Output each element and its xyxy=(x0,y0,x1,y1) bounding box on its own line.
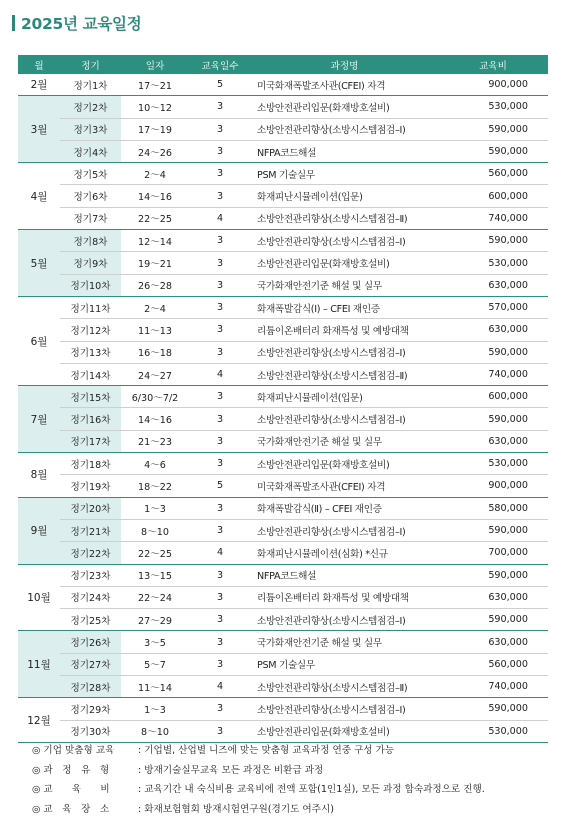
month-cell: 10월 xyxy=(18,564,60,631)
fee-cell: 560,000 xyxy=(438,653,548,675)
course-cell: 소방안전관리향상(소방시스템점검–Ⅱ) xyxy=(251,207,438,229)
term-cell: 정기23차 xyxy=(60,564,121,586)
course-cell: 화재피난시뮬레이션(입문) xyxy=(251,386,438,408)
days-cell: 3 xyxy=(189,274,251,296)
course-cell: 소방안전관리향상(소방시스템점검–Ⅰ) xyxy=(251,118,438,140)
fee-cell: 530,000 xyxy=(438,252,548,274)
table-row xyxy=(18,609,548,631)
days-cell: 3 xyxy=(189,586,251,608)
course-cell: PSM 기술실무 xyxy=(251,653,438,675)
dates-cell: 1～3 xyxy=(121,698,189,720)
month-cell: 6월 xyxy=(18,296,60,385)
dates-cell: 4～6 xyxy=(121,453,189,475)
days-cell: 3 xyxy=(189,319,251,341)
course-cell: NFPA코드해설 xyxy=(251,564,438,586)
dates-cell: 11～13 xyxy=(121,319,189,341)
table-row xyxy=(18,296,548,318)
table-row xyxy=(18,542,548,564)
dates-cell: 11～14 xyxy=(121,676,189,698)
note-label: ◎ 과 정 유 형 xyxy=(32,764,110,776)
course-cell: NFPA코드해설 xyxy=(251,140,438,162)
fee-cell: 900,000 xyxy=(438,74,548,96)
term-cell: 정기8차 xyxy=(60,230,121,252)
fee-cell: 630,000 xyxy=(438,274,548,296)
days-cell: 4 xyxy=(189,542,251,564)
course-cell: 리튬이온배터리 화재특성 및 예방대책 xyxy=(251,319,438,341)
table-row xyxy=(18,631,548,653)
page-title: 2025년 교육일정 xyxy=(21,15,142,33)
days-cell: 3 xyxy=(189,609,251,631)
notes-section xyxy=(32,741,485,819)
table-row xyxy=(18,564,548,586)
course-cell: 소방안전관리향상(소방시스템점검–Ⅰ) xyxy=(251,230,438,252)
schedule-table xyxy=(18,55,548,743)
term-cell: 정기20차 xyxy=(60,497,121,519)
table-row xyxy=(18,341,548,363)
dates-cell: 5～7 xyxy=(121,653,189,675)
fee-cell: 600,000 xyxy=(438,185,548,207)
note-location xyxy=(32,800,485,820)
dates-cell: 10～12 xyxy=(121,96,189,118)
term-cell: 정기26차 xyxy=(60,631,121,653)
month-cell: 9월 xyxy=(18,497,60,564)
table-row xyxy=(18,676,548,698)
days-cell: 3 xyxy=(189,430,251,452)
days-cell: 3 xyxy=(189,341,251,363)
fee-cell: 590,000 xyxy=(438,698,548,720)
note-text: : 방재기술실무교육 모든 과정은 비환급 과정 xyxy=(138,764,324,776)
term-cell: 정기27차 xyxy=(60,653,121,675)
note-label: ◎ 교 육 비 xyxy=(32,784,110,796)
note-custom-training xyxy=(32,741,485,761)
table-row xyxy=(18,586,548,608)
dates-cell: 1～3 xyxy=(121,497,189,519)
fee-cell: 590,000 xyxy=(438,140,548,162)
term-cell: 정기2차 xyxy=(60,96,121,118)
term-cell: 정기14차 xyxy=(60,363,121,385)
header-month: 월 xyxy=(18,55,60,74)
header-fee: 교육비 xyxy=(438,55,548,74)
table-row xyxy=(18,252,548,274)
note-text: : 기업별, 산업별 니즈에 맞는 맞춤형 교육과정 연중 구성 가능 xyxy=(138,745,395,756)
term-cell: 정기10차 xyxy=(60,274,121,296)
note-course-type xyxy=(32,761,485,781)
fee-cell: 590,000 xyxy=(438,519,548,541)
days-cell: 3 xyxy=(189,96,251,118)
fee-cell: 560,000 xyxy=(438,163,548,185)
dates-cell: 14～16 xyxy=(121,408,189,430)
days-cell: 5 xyxy=(189,475,251,497)
term-cell: 정기25차 xyxy=(60,609,121,631)
note-text: : 교육기간 내 숙식비용 교육비에 전액 포함(1인1실), 모든 과정 합숙과정으로 진행. xyxy=(138,784,485,796)
term-cell: 정기6차 xyxy=(60,185,121,207)
term-cell: 정기17차 xyxy=(60,430,121,452)
fee-cell: 590,000 xyxy=(438,230,548,252)
month-cell: 4월 xyxy=(18,163,60,230)
month-cell: 8월 xyxy=(18,453,60,498)
table-header-row xyxy=(18,55,548,74)
fee-cell: 590,000 xyxy=(438,609,548,631)
dates-cell: 12～14 xyxy=(121,230,189,252)
note-label: ◎ 기업 맞춤형 교육 xyxy=(32,745,115,756)
term-cell: 정기4차 xyxy=(60,140,121,162)
term-cell: 정기29차 xyxy=(60,698,121,720)
dates-cell: 26～28 xyxy=(121,274,189,296)
month-cell: 2월 xyxy=(18,74,60,96)
course-cell: PSM 기술실무 xyxy=(251,163,438,185)
dates-cell: 8～10 xyxy=(121,720,189,742)
table-row xyxy=(18,698,548,720)
dates-cell: 16～18 xyxy=(121,341,189,363)
dates-cell: 22～25 xyxy=(121,207,189,229)
month-cell: 3월 xyxy=(18,96,60,163)
dates-cell: 21～23 xyxy=(121,430,189,452)
term-cell: 정기7차 xyxy=(60,207,121,229)
table-row xyxy=(18,386,548,408)
fee-cell: 740,000 xyxy=(438,207,548,229)
title-block xyxy=(12,13,141,33)
table-body xyxy=(18,74,548,742)
course-cell: 소방안전관리입문(화재방호설비) xyxy=(251,453,438,475)
term-cell: 정기5차 xyxy=(60,163,121,185)
course-cell: 국가화재안전기준 해설 및 실무 xyxy=(251,274,438,296)
table-row xyxy=(18,519,548,541)
days-cell: 4 xyxy=(189,207,251,229)
header-term: 정기 xyxy=(60,55,121,74)
fee-cell: 530,000 xyxy=(438,453,548,475)
table-row xyxy=(18,453,548,475)
term-cell: 정기24차 xyxy=(60,586,121,608)
course-cell: 미국화재폭발조사관(CFEI) 자격 xyxy=(251,74,438,96)
days-cell: 3 xyxy=(189,497,251,519)
fee-cell: 590,000 xyxy=(438,408,548,430)
course-cell: 소방안전관리향상(소방시스템점검–Ⅱ) xyxy=(251,676,438,698)
days-cell: 3 xyxy=(189,453,251,475)
days-cell: 3 xyxy=(189,653,251,675)
days-cell: 3 xyxy=(189,519,251,541)
fee-cell: 530,000 xyxy=(438,720,548,742)
table-row xyxy=(18,207,548,229)
month-cell: 7월 xyxy=(18,386,60,453)
course-cell: 소방안전관리입문(화재방호설비) xyxy=(251,252,438,274)
table-row xyxy=(18,363,548,385)
dates-cell: 13～15 xyxy=(121,564,189,586)
month-cell: 11월 xyxy=(18,631,60,698)
term-cell: 정기19차 xyxy=(60,475,121,497)
days-cell: 5 xyxy=(189,74,251,96)
term-cell: 정기12차 xyxy=(60,319,121,341)
course-cell: 화재피난시뮬레이션(심화) *신규 xyxy=(251,542,438,564)
course-cell: 국가화재안전기준 해설 및 실무 xyxy=(251,430,438,452)
term-cell: 정기9차 xyxy=(60,252,121,274)
dates-cell: 17～19 xyxy=(121,118,189,140)
days-cell: 3 xyxy=(189,252,251,274)
term-cell: 정기28차 xyxy=(60,676,121,698)
dates-cell: 14～16 xyxy=(121,185,189,207)
table-row xyxy=(18,653,548,675)
dates-cell: 24～27 xyxy=(121,363,189,385)
course-cell: 화재폭발감식(Ⅱ) – CFEI 재인증 xyxy=(251,497,438,519)
table-row xyxy=(18,430,548,452)
term-cell: 정기3차 xyxy=(60,118,121,140)
days-cell: 3 xyxy=(189,720,251,742)
fee-cell: 630,000 xyxy=(438,319,548,341)
fee-cell: 580,000 xyxy=(438,497,548,519)
month-cell: 12월 xyxy=(18,698,60,743)
days-cell: 3 xyxy=(189,631,251,653)
dates-cell: 18～22 xyxy=(121,475,189,497)
term-cell: 정기11차 xyxy=(60,296,121,318)
days-cell: 4 xyxy=(189,363,251,385)
term-cell: 정기22차 xyxy=(60,542,121,564)
table-row xyxy=(18,497,548,519)
course-cell: 소방안전관리향상(소방시스템점검–Ⅰ) xyxy=(251,609,438,631)
fee-cell: 700,000 xyxy=(438,542,548,564)
term-cell: 정기16차 xyxy=(60,408,121,430)
header-dates: 일자 xyxy=(121,55,189,74)
table-row xyxy=(18,118,548,140)
term-cell: 정기13차 xyxy=(60,341,121,363)
header-days: 교육일수 xyxy=(189,55,251,74)
days-cell: 4 xyxy=(189,676,251,698)
header-course: 과정명 xyxy=(251,55,438,74)
course-cell: 소방안전관리향상(소방시스템점검–Ⅰ) xyxy=(251,408,438,430)
note-text: : 화재보험협회 방재시험연구원(경기도 여주시) xyxy=(138,803,334,815)
term-cell: 정기30차 xyxy=(60,720,121,742)
course-cell: 소방안전관리향상(소방시스템점검–Ⅱ) xyxy=(251,363,438,385)
table-row xyxy=(18,230,548,252)
term-cell: 정기21차 xyxy=(60,519,121,541)
table-row xyxy=(18,140,548,162)
table-row xyxy=(18,74,548,96)
table-row xyxy=(18,96,548,118)
course-cell: 소방안전관리향상(소방시스템점검–Ⅰ) xyxy=(251,341,438,363)
course-cell: 소방안전관리입문(화재방호설비) xyxy=(251,720,438,742)
fee-cell: 590,000 xyxy=(438,341,548,363)
course-cell: 리튬이온배터리 화재특성 및 예방대책 xyxy=(251,586,438,608)
days-cell: 3 xyxy=(189,185,251,207)
note-tuition xyxy=(32,780,485,800)
dates-cell: 6/30～7/2 xyxy=(121,386,189,408)
dates-cell: 22～24 xyxy=(121,586,189,608)
days-cell: 3 xyxy=(189,564,251,586)
fee-cell: 530,000 xyxy=(438,96,548,118)
table-row xyxy=(18,319,548,341)
days-cell: 3 xyxy=(189,386,251,408)
dates-cell: 8～10 xyxy=(121,519,189,541)
table-row xyxy=(18,408,548,430)
course-cell: 화재피난시뮬레이션(입문) xyxy=(251,185,438,207)
course-cell: 소방안전관리입문(화재방호설비) xyxy=(251,96,438,118)
fee-cell: 740,000 xyxy=(438,676,548,698)
course-cell: 국가화재안전기준 해설 및 실무 xyxy=(251,631,438,653)
title-accent-bar xyxy=(12,15,15,31)
days-cell: 3 xyxy=(189,296,251,318)
course-cell: 화재폭발감식(Ⅰ) – CFEI 재인증 xyxy=(251,296,438,318)
term-cell: 정기1차 xyxy=(60,74,121,96)
course-cell: 미국화재폭발조사관(CFEI) 자격 xyxy=(251,475,438,497)
note-label: ◎ 교 육 장 소 xyxy=(32,803,110,815)
month-cell: 5월 xyxy=(18,230,60,297)
fee-cell: 630,000 xyxy=(438,586,548,608)
table-row xyxy=(18,163,548,185)
days-cell: 3 xyxy=(189,698,251,720)
fee-cell: 570,000 xyxy=(438,296,548,318)
table-row xyxy=(18,185,548,207)
dates-cell: 19～21 xyxy=(121,252,189,274)
fee-cell: 630,000 xyxy=(438,430,548,452)
fee-cell: 600,000 xyxy=(438,386,548,408)
dates-cell: 2～4 xyxy=(121,163,189,185)
dates-cell: 27～29 xyxy=(121,609,189,631)
term-cell: 정기15차 xyxy=(60,386,121,408)
dates-cell: 2～4 xyxy=(121,296,189,318)
days-cell: 3 xyxy=(189,408,251,430)
fee-cell: 740,000 xyxy=(438,363,548,385)
days-cell: 3 xyxy=(189,118,251,140)
fee-cell: 590,000 xyxy=(438,118,548,140)
course-cell: 소방안전관리향상(소방시스템점검–Ⅰ) xyxy=(251,698,438,720)
days-cell: 3 xyxy=(189,140,251,162)
dates-cell: 24～26 xyxy=(121,140,189,162)
dates-cell: 17～21 xyxy=(121,74,189,96)
term-cell: 정기18차 xyxy=(60,453,121,475)
days-cell: 3 xyxy=(189,163,251,185)
dates-cell: 3～5 xyxy=(121,631,189,653)
table-row xyxy=(18,475,548,497)
fee-cell: 900,000 xyxy=(438,475,548,497)
days-cell: 3 xyxy=(189,230,251,252)
course-cell: 소방안전관리향상(소방시스템점검–Ⅰ) xyxy=(251,519,438,541)
fee-cell: 630,000 xyxy=(438,631,548,653)
table-row xyxy=(18,274,548,296)
fee-cell: 590,000 xyxy=(438,564,548,586)
dates-cell: 22～25 xyxy=(121,542,189,564)
table-row xyxy=(18,720,548,742)
